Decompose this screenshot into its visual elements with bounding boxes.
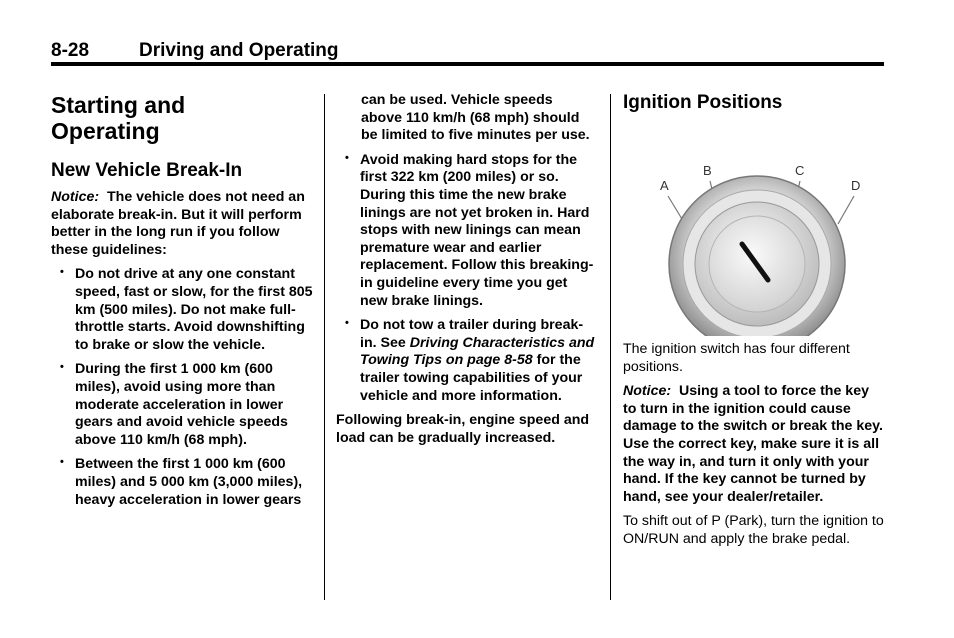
position-d-label: D <box>851 178 861 193</box>
notice-text: Using a tool to force the key to turn in the ignition could cause damage to the switch or break the key. Use the correct key, make sure it is all the way in, and turn it only with your hand. If the key cannot be turned by hand, see your dealer/retailer. <box>623 383 883 505</box>
position-c-label: C <box>795 163 805 178</box>
column-1 <box>51 92 313 509</box>
chapter-title <box>51 92 313 144</box>
list-item: • Avoid making hard stops for the first 322 km (200 miles) or so. During this time the new brake linings are not yet broken in. Hard stops with new linings can mean premature wear and earlier replacement. Follow this breaking-in guideline every time you get new brake linings. <box>345 151 594 309</box>
bullet-icon: • <box>60 456 64 469</box>
ignition-intro: The ignition switch has four different positions. <box>623 341 850 375</box>
bullet-icon: • <box>345 317 349 330</box>
list-item: • Do not drive at any one constant speed, fast or slow, for the first 805 km (500 miles). Do not make full-throttle starts. Avoid downshifting to brake or slow the vehicle. <box>60 266 313 353</box>
break-in-notice <box>51 189 313 259</box>
chapter-title-line1: Starting and <box>51 92 186 118</box>
position-a-label: A <box>660 178 669 193</box>
page-number: 8-28 <box>51 40 90 61</box>
towing-tips-link[interactable]: Driving Characteristics and Towing Tips on page 8-58 <box>360 334 595 369</box>
notice-text: The vehicle does not need an elaborate break-in. But it will perform better in the long run if you follow these guidelines: <box>51 189 305 258</box>
ignition-switch-figure <box>623 114 885 336</box>
column-divider <box>324 94 325 600</box>
break-in-heading: New Vehicle Break-In <box>51 160 243 181</box>
column-2 <box>336 92 596 447</box>
page-header <box>51 40 884 62</box>
shift-out-of-park-text: To shift out of P (Park), turn the ignition to ON/RUN and apply the brake pedal. <box>623 513 884 547</box>
header-rule <box>51 62 884 66</box>
list-item: • Do not tow a trailer during break-in. See Driving Characteristics and Towing Tips on page 8-58 for the trailer towing capabilities of your vehicle and more information. <box>345 317 595 404</box>
section-title: Driving and Operating <box>139 40 339 61</box>
column-divider <box>610 94 611 600</box>
position-b-label: B <box>703 163 712 178</box>
list-item: • During the first 1 000 km (600 miles), avoid using more than moderate acceleration in lower gears and avoid vehicle speeds above 110 km/h (68 mph). <box>60 361 288 448</box>
bullet-icon: • <box>345 151 349 164</box>
notice-label: Notice: <box>51 189 100 205</box>
bullet-icon: • <box>60 361 64 374</box>
break-in-closing: Following break-in, engine speed and load can be gradually increased. <box>336 412 590 446</box>
position-d-indicator <box>838 196 854 224</box>
break-in-guidelines-continued <box>336 152 596 405</box>
notice-label: Notice: <box>623 383 672 400</box>
bullet-icon: • <box>60 266 64 279</box>
continued-text: can be used. Vehicle speeds above 110 km/h (68 mph) should be limited to five minutes per use. <box>361 92 590 144</box>
ignition-heading: Ignition Positions <box>623 92 783 113</box>
chapter-title-line2: Operating <box>51 118 160 144</box>
list-item: • Between the first 1 000 km (600 miles) and 5 000 km (3,000 miles), heavy acceleration in lower gears <box>60 456 303 508</box>
break-in-guidelines <box>51 266 313 509</box>
ignition-notice <box>623 383 885 506</box>
column-3 <box>623 92 885 549</box>
